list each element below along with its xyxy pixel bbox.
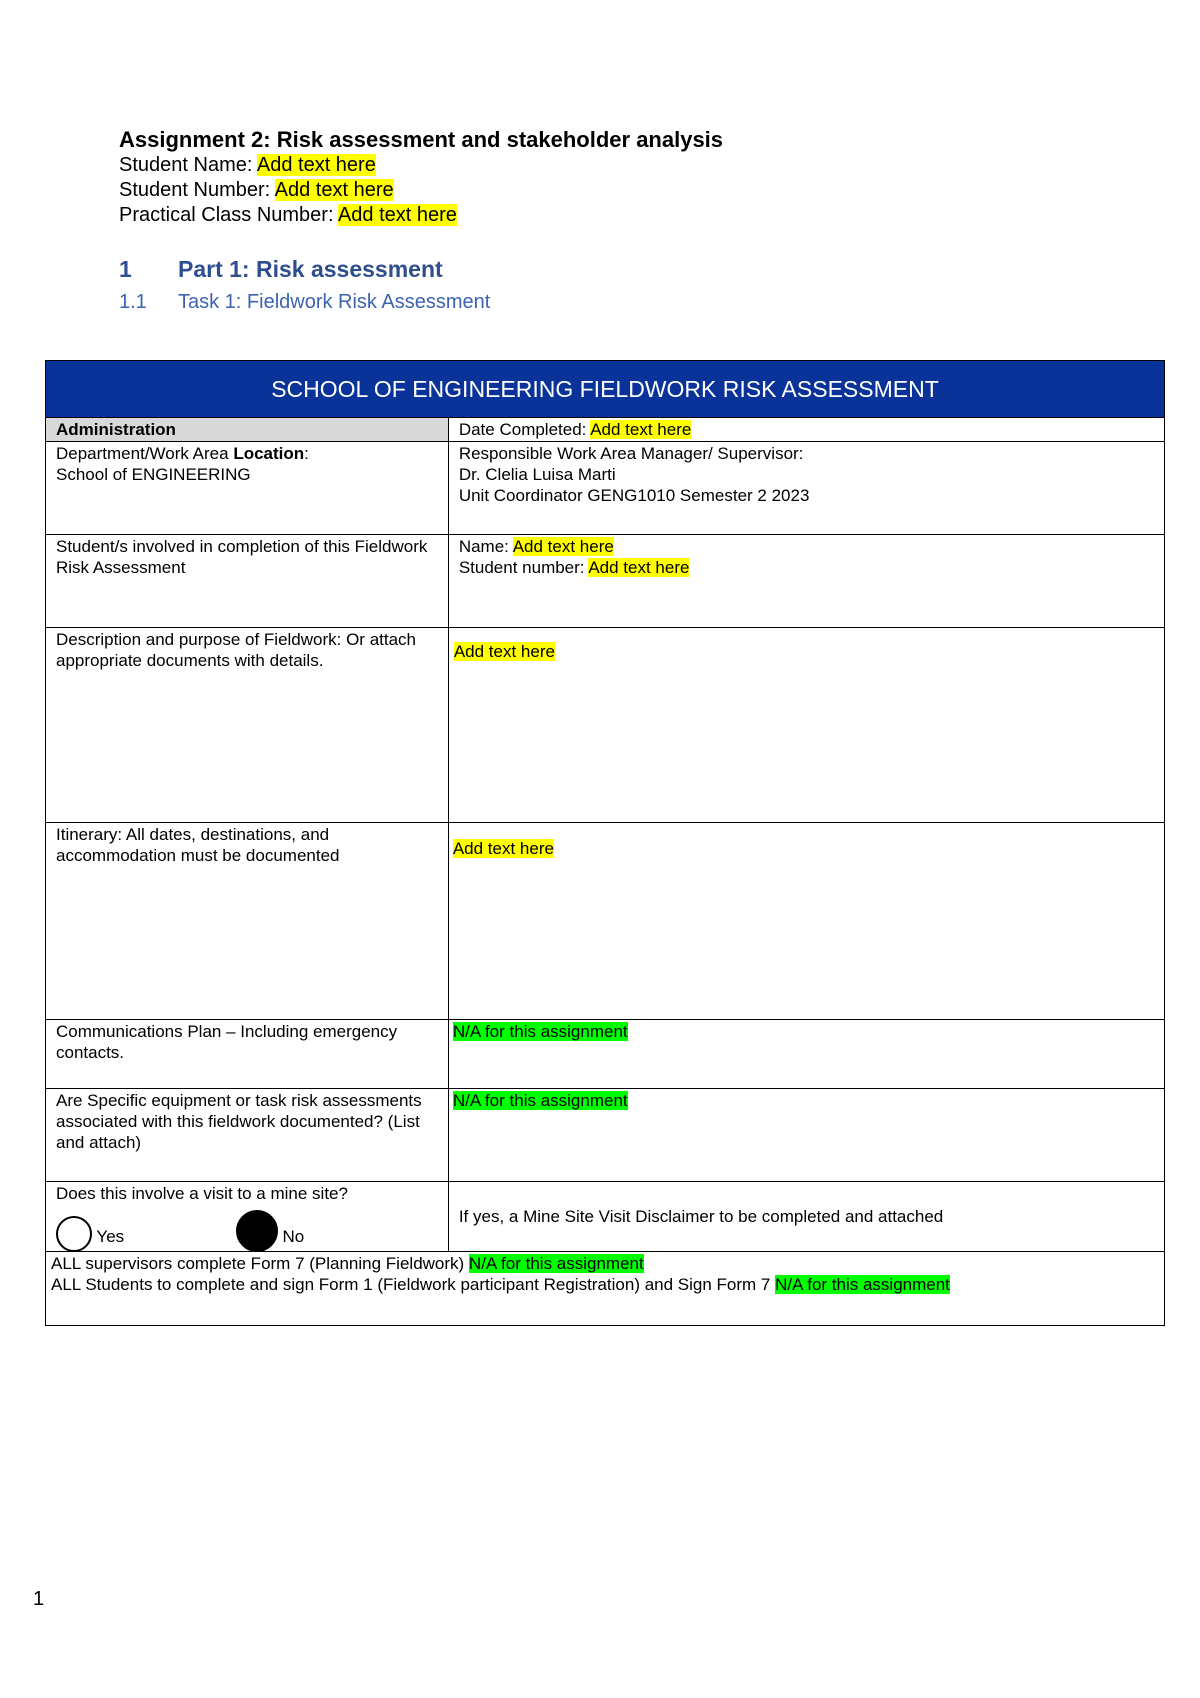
- section-number: 1: [119, 256, 132, 282]
- student-number-field[interactable]: Add text here: [274, 179, 394, 201]
- communications-cell: [448, 1020, 1164, 1089]
- student-number-label: Student Number:: [119, 179, 275, 201]
- manager-role: Unit Coordinator GENG1010 Semester 2 2023: [458, 486, 810, 505]
- banner-row: [46, 361, 1165, 418]
- student-name-line: [119, 153, 723, 178]
- no-label: No: [282, 1227, 305, 1246]
- practical-class-field[interactable]: Add text here: [337, 204, 457, 226]
- department-value: School of ENGINEERING: [56, 465, 251, 484]
- department-label: Department/Work Area: [56, 444, 234, 463]
- manager-name: Dr. Clelia Luisa Marti: [458, 465, 616, 484]
- assignment-header: [119, 127, 723, 228]
- students-na: N/A for this assignment: [775, 1275, 950, 1294]
- administration-row: [46, 418, 1165, 442]
- mine-site-note: If yes, a Mine Site Visit Disclaimer to be completed and attached: [448, 1182, 1164, 1252]
- department-row: [46, 442, 1165, 535]
- practical-class-label: Practical Class Number:: [119, 204, 338, 226]
- students-form-text: ALL Students to complete and sign Form 1 (Fieldwork participant Registration) and Sign Form 7: [51, 1275, 776, 1294]
- forms-row: [46, 1252, 1165, 1326]
- practical-class-line: [119, 203, 723, 228]
- yes-label: Yes: [96, 1227, 125, 1246]
- manager-cell: [448, 442, 1164, 535]
- administration-label: Administration: [46, 418, 449, 442]
- department-cell: [46, 442, 449, 535]
- equipment-na: N/A for this assignment: [452, 1091, 628, 1110]
- equipment-row: [46, 1089, 1165, 1182]
- risk-assessment-table: [45, 360, 1165, 1326]
- students-row: [46, 535, 1165, 628]
- equipment-label: Are Specific equipment or task risk assessments associated with this fieldwork documented? (List and attach): [46, 1089, 449, 1182]
- forms-cell: [46, 1252, 1165, 1326]
- itinerary-label: Itinerary: All dates, destinations, and accommodation must be documented: [46, 823, 449, 1020]
- supervisors-form-text: ALL supervisors complete Form 7 (Planning Fieldwork): [51, 1254, 469, 1273]
- supervisors-na: N/A for this assignment: [468, 1254, 644, 1273]
- student-name-label: Student Name:: [119, 154, 257, 176]
- page-number: 1: [33, 1588, 45, 1610]
- date-completed-cell: [448, 418, 1164, 442]
- section-heading: [119, 256, 443, 283]
- location-label: Location: [233, 444, 305, 463]
- itinerary-cell: [448, 823, 1164, 1020]
- date-completed-label: Date Completed:: [458, 420, 591, 439]
- subsection-title: Task 1: Fieldwork Risk Assessment: [178, 291, 491, 313]
- form-banner: SCHOOL OF ENGINEERING FIELDWORK RISK ASSESSMENT: [46, 361, 1165, 418]
- description-field[interactable]: Add text here: [453, 642, 555, 661]
- students-cell: [448, 535, 1164, 628]
- communications-label: Communications Plan – Including emergency contacts.: [46, 1020, 449, 1089]
- student-number-field-form[interactable]: Add text here: [588, 558, 690, 577]
- student-number-line: [119, 178, 723, 203]
- radio-selected-icon[interactable]: [236, 1210, 278, 1252]
- equipment-cell: [448, 1089, 1164, 1182]
- mine-site-yes-option[interactable]: [56, 1216, 231, 1252]
- mine-site-cell: [46, 1182, 449, 1252]
- subsection-number: 1.1: [119, 291, 147, 313]
- itinerary-field[interactable]: Add text here: [452, 839, 554, 858]
- department-colon: :: [304, 444, 309, 463]
- mine-site-no-option[interactable]: [236, 1210, 304, 1252]
- itinerary-row: [46, 823, 1165, 1020]
- student-name-label-form: Name:: [458, 537, 513, 556]
- manager-label: Responsible Work Area Manager/ Supervisor:: [458, 444, 804, 463]
- section-title: Part 1: Risk assessment: [178, 256, 443, 282]
- description-row: [46, 628, 1165, 823]
- mine-site-row: [46, 1182, 1165, 1252]
- description-label: Description and purpose of Fieldwork: Or attach appropriate documents with details.: [46, 628, 449, 823]
- communications-row: [46, 1020, 1165, 1089]
- subsection-heading: [119, 291, 490, 314]
- students-label: Student/s involved in completion of this Fieldwork Risk Assessment: [46, 535, 449, 628]
- radio-unselected-icon[interactable]: [56, 1216, 92, 1252]
- student-name-field-form[interactable]: Add text here: [512, 537, 614, 556]
- student-name-field[interactable]: Add text here: [256, 154, 376, 176]
- date-completed-field[interactable]: Add text here: [590, 420, 692, 439]
- student-number-label-form: Student number:: [458, 558, 589, 577]
- document-title: Assignment 2: Risk assessment and stakeholder analysis: [119, 127, 724, 152]
- mine-site-label: Does this involve a visit to a mine site?: [56, 1184, 348, 1203]
- description-cell: [448, 628, 1164, 823]
- communications-na: N/A for this assignment: [452, 1022, 628, 1041]
- mine-site-options: [56, 1210, 438, 1250]
